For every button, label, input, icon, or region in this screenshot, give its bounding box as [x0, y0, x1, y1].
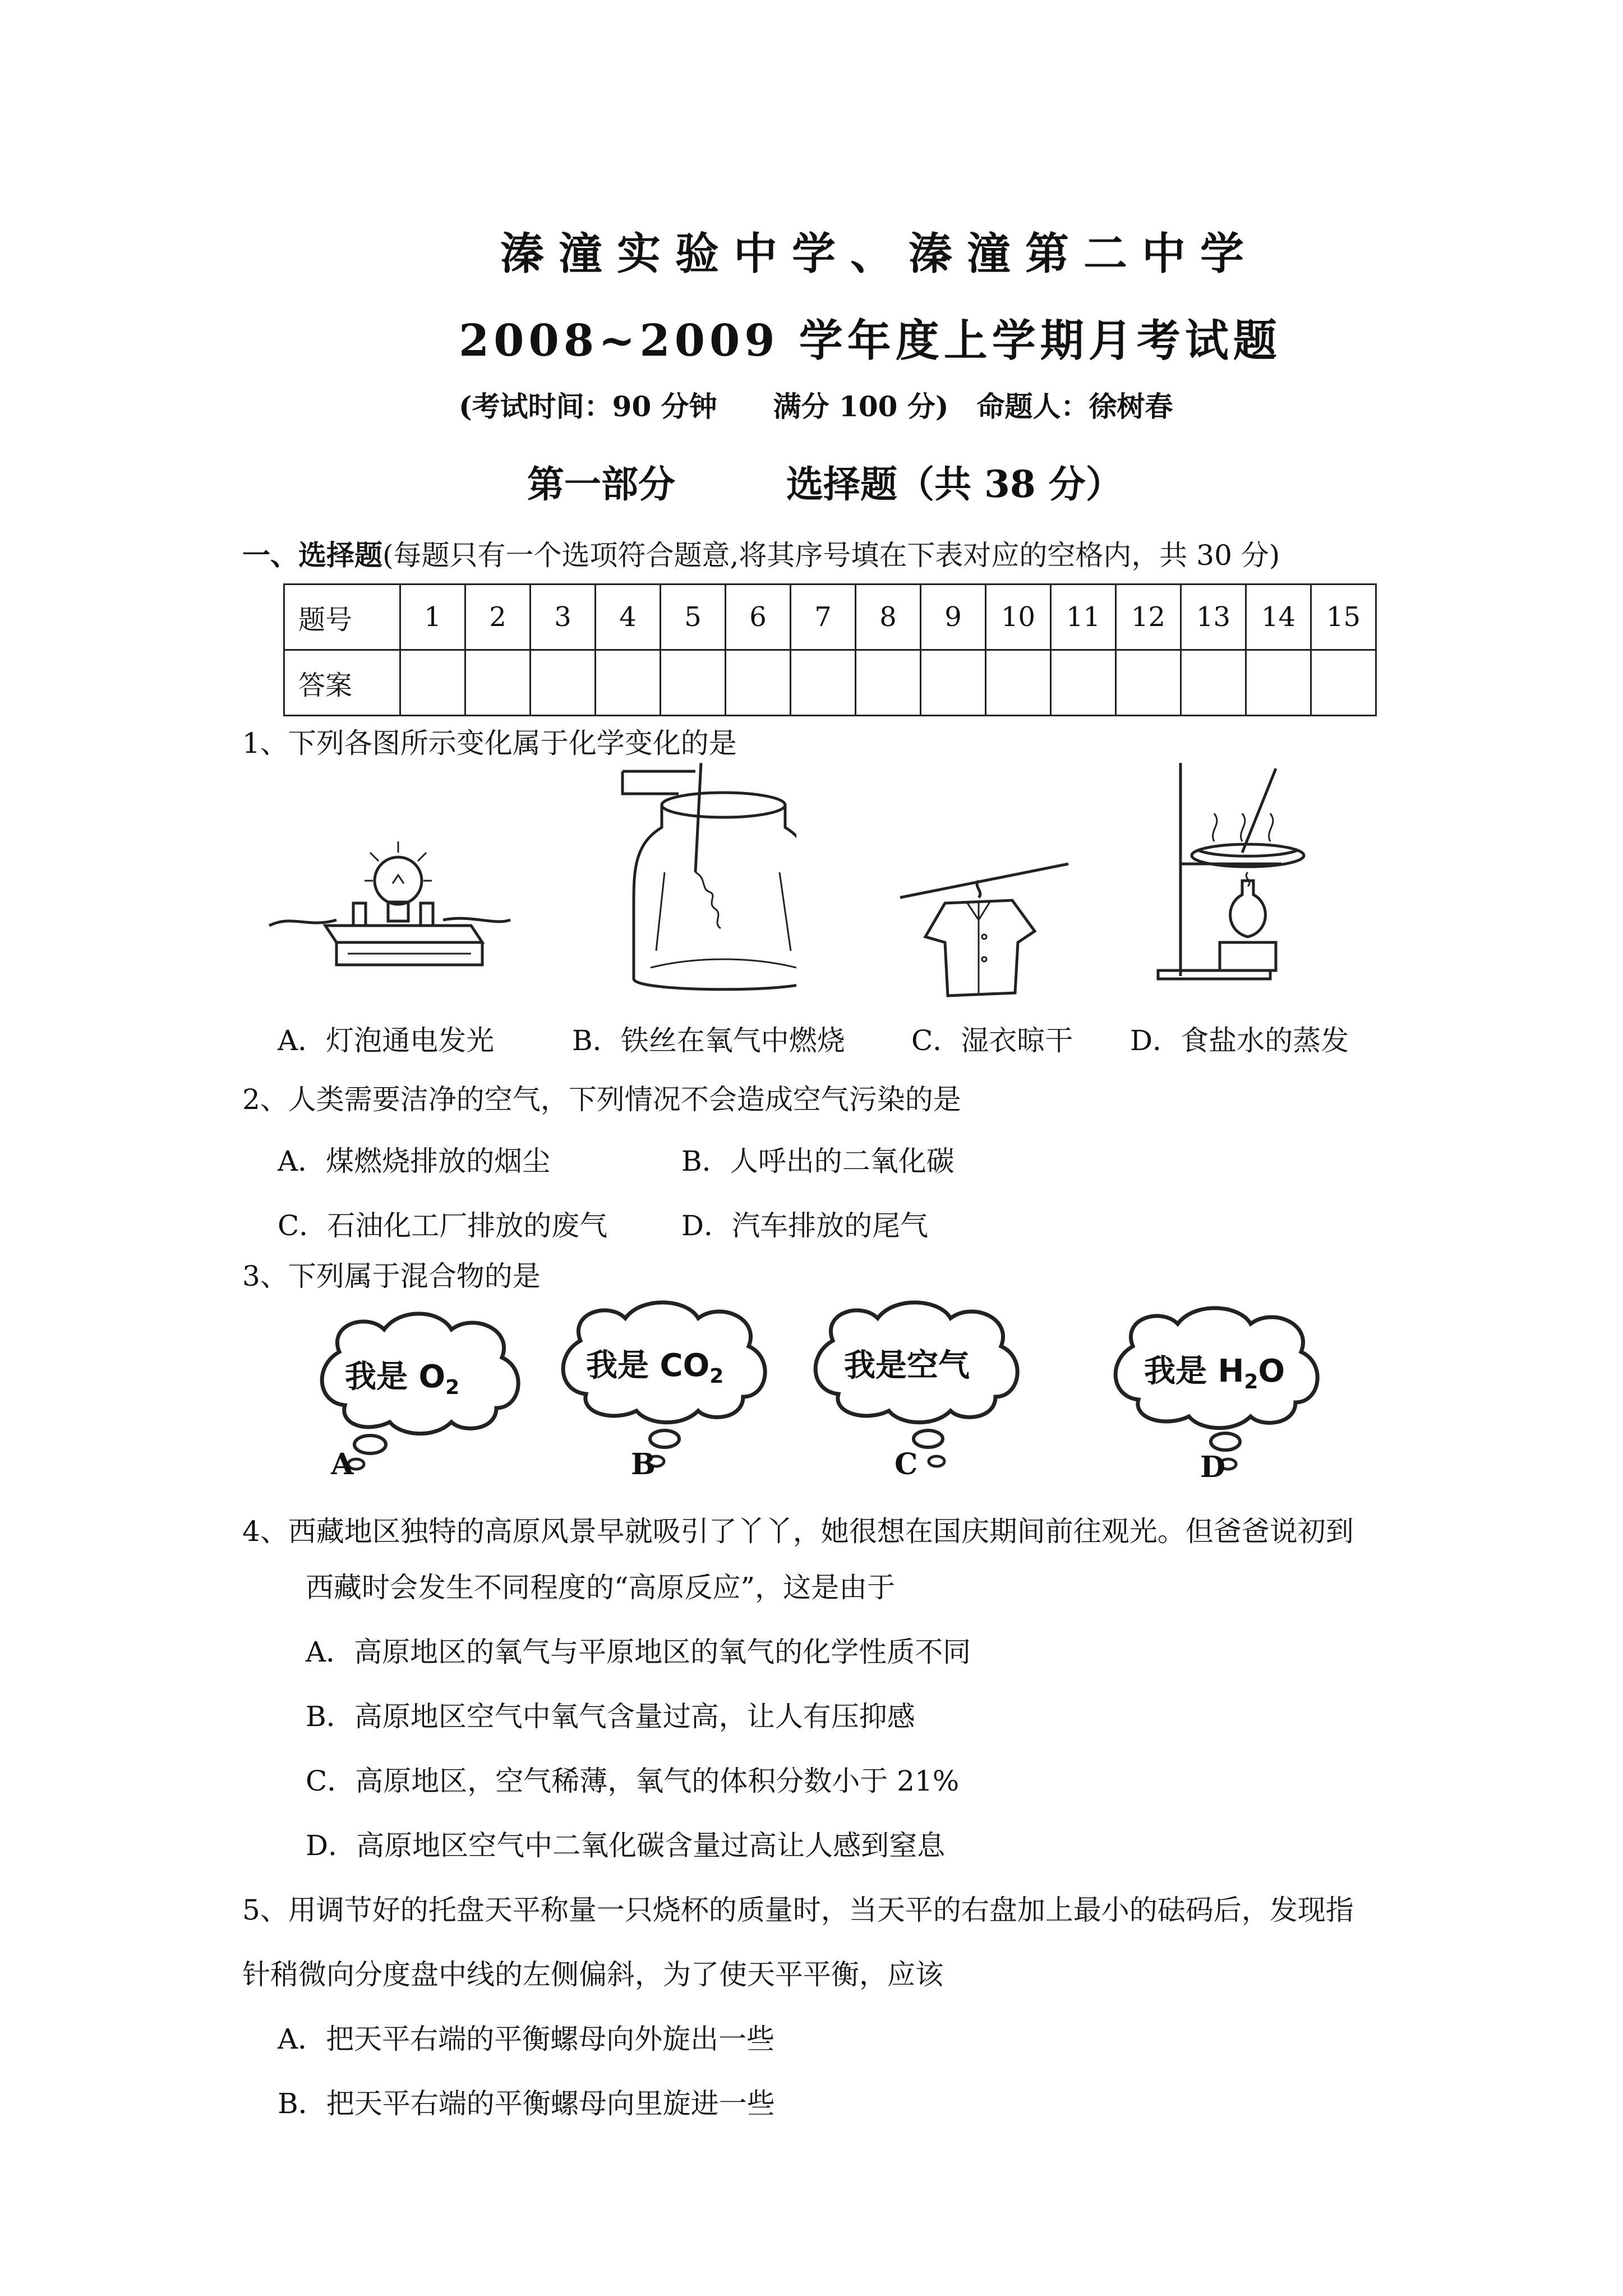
- answer-cell[interactable]: [856, 650, 921, 716]
- q1-option-b[interactable]: B．铁丝在氧气中燃烧: [572, 1024, 845, 1057]
- question-number-cell: 12: [1116, 585, 1181, 650]
- q2-text: 2、人类需要洁净的空气，下列情况不会造成空气污染的是: [242, 1083, 961, 1116]
- answer-cell[interactable]: [726, 650, 791, 716]
- cloud-option-d[interactable]: [1099, 1301, 1335, 1492]
- cloud-text-c: [844, 1341, 970, 1386]
- q4-option-a[interactable]: A．高原地区的氧气与平原地区的氧气的化学性质不同: [306, 1636, 971, 1668]
- thought-cloud-icon: [547, 1296, 782, 1492]
- part1-instruction: (每题只有一个选项符合题意,将其序号填在下表对应的空格内，共 30 分): [382, 539, 1280, 572]
- cloud-prefix-d: 我是 H: [1144, 1353, 1244, 1389]
- q4-option-b[interactable]: B．高原地区空气中氧气含量过高，让人有压抑感: [306, 1700, 915, 1733]
- answer-cell[interactable]: [400, 650, 465, 716]
- question-number-cell: 4: [596, 585, 661, 650]
- answer-cell[interactable]: [465, 650, 531, 716]
- question-number-cell: 5: [661, 585, 726, 650]
- cloud-text-b: [586, 1341, 723, 1388]
- cloud-prefix-b: 我是 CO: [586, 1347, 710, 1384]
- question-number-cell: 3: [531, 585, 596, 650]
- question-number-cell: 11: [1051, 585, 1116, 650]
- section-title: 第一部分 选择题（共 38 分）: [527, 462, 1123, 506]
- question-number-cell: 6: [726, 585, 791, 650]
- cloud-label-b: B: [631, 1447, 656, 1481]
- evaporation-setup-figure: [1147, 757, 1332, 999]
- cloud-text-a: [345, 1352, 459, 1399]
- cloud-text-d: [1144, 1346, 1285, 1393]
- q3-text: 3、下列属于混合物的是: [242, 1260, 541, 1292]
- cloud-suffix-d: O: [1258, 1353, 1285, 1389]
- answer-cell[interactable]: [921, 650, 986, 716]
- school-title: 溱潼实验中学、溱潼第二中学: [500, 228, 1259, 279]
- cloud-sub-a: 2: [445, 1376, 460, 1400]
- q4-option-c[interactable]: C．高原地区，空气稀薄，氧气的体积分数小于 21%: [306, 1765, 960, 1797]
- q2-option-c[interactable]: C．石油化工厂排放的废气: [278, 1209, 608, 1242]
- q2-option-a[interactable]: A．煤燃烧排放的烟尘: [278, 1145, 551, 1177]
- q5-option-b[interactable]: B．把天平右端的平衡螺母向里旋进一些: [278, 2087, 775, 2120]
- question-number-cell: 1: [400, 585, 465, 650]
- exam-title: 2008~2009 学年度上学期月考试题: [459, 315, 1281, 366]
- question-number-cell: 13: [1181, 585, 1246, 650]
- question-number-header: 题号: [284, 585, 400, 650]
- q5-option-a[interactable]: A．把天平右端的平衡螺母向外旋出一些: [278, 2023, 775, 2055]
- cloud-sub-b: 2: [709, 1365, 724, 1388]
- cloud-prefix-a: 我是 O: [345, 1359, 446, 1395]
- q2-option-b[interactable]: B．人呼出的二氧化碳: [681, 1145, 955, 1177]
- iron-wire-jar-figure: [611, 760, 796, 1001]
- q2-option-d[interactable]: D．汽车排放的尾气: [681, 1209, 929, 1242]
- part1-heading: [242, 533, 1280, 573]
- question-number-cell: 2: [465, 585, 531, 650]
- answer-cell[interactable]: [1181, 650, 1246, 716]
- answer-table-number-row: [284, 585, 1376, 650]
- question-number-cell: 10: [986, 585, 1051, 650]
- answer-header: 答案: [284, 650, 400, 716]
- q4-text-line1: 4、西藏地区独特的高原风景早就吸引了丫丫，她很想在国庆期间前往观光。但爸爸说初到: [242, 1515, 1354, 1548]
- exam-info: (考试时间：90 分钟 满分 100 分) 命题人：徐树春: [459, 390, 1173, 423]
- drying-clothes-figure: [895, 858, 1074, 1004]
- answer-cell[interactable]: [1311, 650, 1376, 716]
- answer-cell[interactable]: [1051, 650, 1116, 716]
- cloud-label-d: D: [1200, 1450, 1226, 1484]
- cloud-prefix-c: 我是空气: [844, 1347, 970, 1384]
- part1-heading-bold: 一、选择题: [242, 539, 382, 572]
- cloud-option-b[interactable]: [547, 1296, 782, 1492]
- cloud-option-a[interactable]: [306, 1307, 530, 1492]
- answer-table-answer-row: [284, 650, 1376, 716]
- q5-text-line1: 5、用调节好的托盘天平称量一只烧杯的质量时，当天平的右盘加上最小的砝码后，发现指: [242, 1894, 1354, 1926]
- answer-cell[interactable]: [531, 650, 596, 716]
- question-number-cell: 8: [856, 585, 921, 650]
- question-number-cell: 14: [1246, 585, 1311, 650]
- q1-text: 1、下列各图所示变化属于化学变化的是: [242, 727, 737, 760]
- q4-text-line2: 西藏时会发生不同程度的“高原反应”，这是由于: [306, 1571, 896, 1604]
- cloud-option-c[interactable]: [799, 1296, 1035, 1492]
- answer-cell[interactable]: [1116, 650, 1181, 716]
- question-number-cell: 15: [1311, 585, 1376, 650]
- question-number-cell: 9: [921, 585, 986, 650]
- answer-cell[interactable]: [986, 650, 1051, 716]
- light-bulb-figure: [258, 830, 516, 999]
- q1-option-a[interactable]: A．灯泡通电发光: [278, 1024, 495, 1057]
- cloud-sub-d: 2: [1244, 1370, 1258, 1394]
- answer-table: [283, 583, 1377, 716]
- question-number-cell: 7: [791, 585, 856, 650]
- q4-option-d[interactable]: D．高原地区空气中二氧化碳含量过高让人感到窒息: [306, 1829, 946, 1862]
- answer-cell[interactable]: [596, 650, 661, 716]
- cloud-label-a: A: [331, 1447, 354, 1481]
- q5-text-line2: 针稍微向分度盘中线的左侧偏斜，为了使天平平衡，应该: [242, 1958, 943, 1991]
- answer-cell[interactable]: [1246, 650, 1311, 716]
- answer-cell[interactable]: [791, 650, 856, 716]
- cloud-label-c: C: [895, 1447, 918, 1481]
- q1-option-d[interactable]: D．食盐水的蒸发: [1130, 1024, 1349, 1057]
- answer-cell[interactable]: [661, 650, 726, 716]
- q1-option-c[interactable]: C．湿衣晾干: [911, 1024, 1073, 1057]
